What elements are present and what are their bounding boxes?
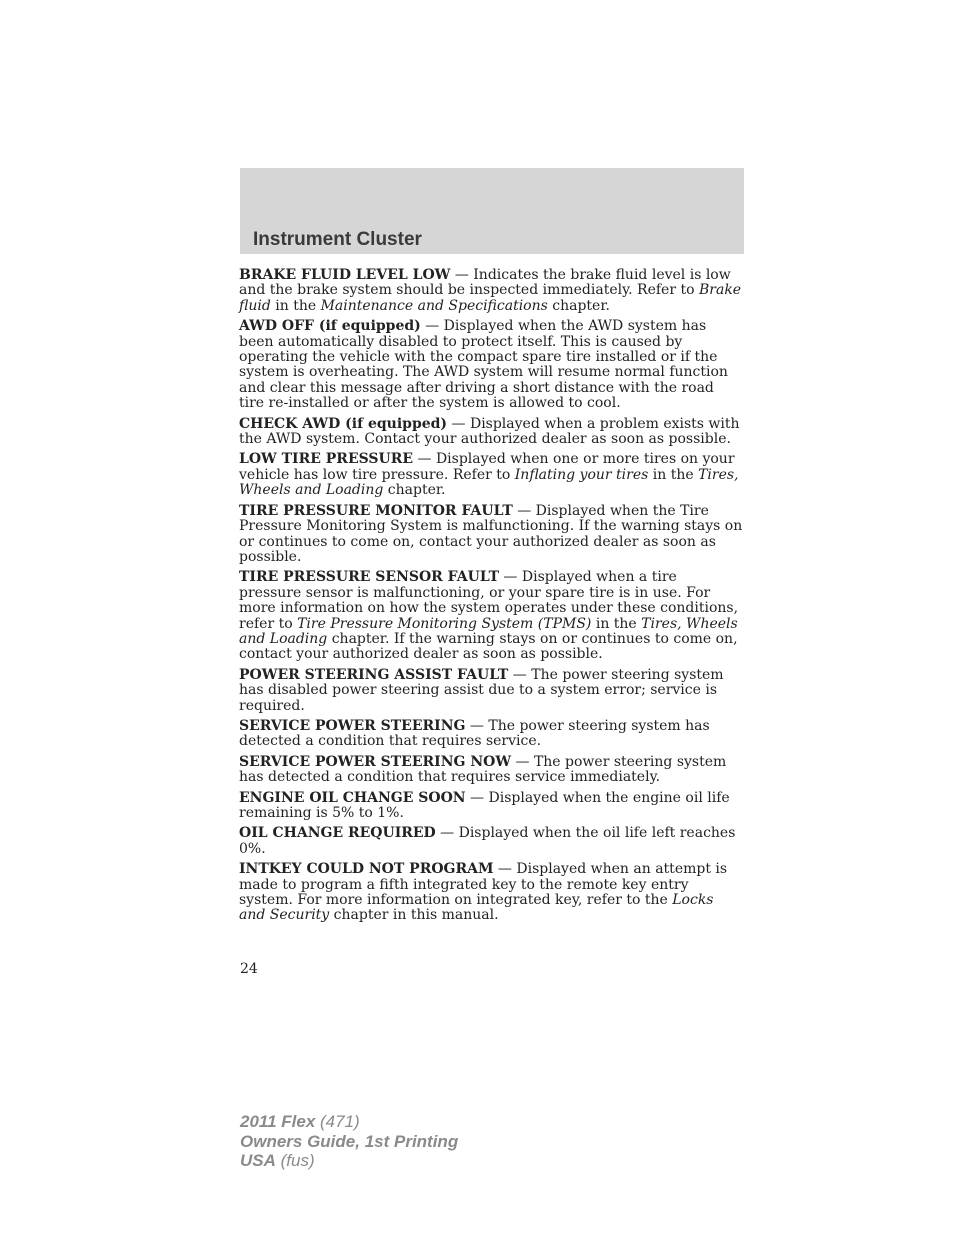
footer-line-guide: Owners Guide, 1st Printing — [240, 1131, 459, 1151]
footer-line-model: 2011 Flex (471) — [240, 1112, 360, 1131]
entry-term: OIL CHANGE REQUIRED — [239, 825, 436, 842]
entry-term: TIRE PRESSURE MONITOR FAULT — [239, 502, 513, 519]
print-footer — [240, 1112, 458, 1171]
entry-engine-oil-change-soon: ENGINE OIL CHANGE SOON — Displayed when the engine oil life remaining is 5% to 1%. — [239, 789, 730, 821]
entry-power-steering-assist-fault: POWER STEERING ASSIST FAULT — The power steering system has disabled power steering assist due to a system error; service is required. — [239, 666, 724, 714]
footer-line-market: USA (fus) — [240, 1151, 315, 1170]
entry-term: ENGINE OIL CHANGE SOON — [239, 789, 466, 806]
entry-term: TIRE PRESSURE SENSOR FAULT — [239, 569, 499, 586]
entry-service-power-steering-now: SERVICE POWER STEERING NOW — The power steering system has detected a condition that requires service immediately. — [239, 753, 727, 786]
entry-term: AWD OFF (if equipped) — [239, 318, 421, 335]
entry-oil-change-required: OIL CHANGE REQUIRED — Displayed when the oil life left reaches 0%. — [239, 825, 736, 857]
section-title: Instrument Cluster — [253, 229, 422, 250]
entry-term: CHECK AWD (if equipped) — [239, 415, 448, 432]
entry-service-power-steering: SERVICE POWER STEERING — The power steering system has detected a condition that requires service. — [239, 717, 710, 750]
entry-term: SERVICE POWER STEERING NOW — [239, 753, 512, 770]
entry-awd-off: AWD OFF (if equipped) — Displayed when the AWD system has been automatically disabled to protect itself. This is caused by operating the vehicle with the compact spare tire installed or if the system is overheating. The AWD system will resume normal function and clear this message after driving a short distance with the road tire re-installed or after the system is allowed to cool. — [239, 318, 728, 412]
entry-brake-fluid-level-low: BRAKE FLUID LEVEL LOW — Indicates the brake fluid level is low and the brake system should be inspected immediately. Refer to Brake fluid in the Maintenance and Specifications chapter. — [239, 267, 742, 314]
entry-term: SERVICE POWER STEERING — [239, 717, 466, 734]
entry-term: POWER STEERING ASSIST FAULT — [239, 666, 509, 683]
entry-term: BRAKE FLUID LEVEL LOW — [239, 267, 451, 283]
entry-check-awd: CHECK AWD (if equipped) — Displayed when a problem exists with the AWD system. Contact your authorized dealer as soon as possible. — [239, 415, 740, 448]
entry-tire-pressure-sensor-fault: TIRE PRESSURE SENSOR FAULT — Displayed when a tire pressure sensor is malfunctioning, or your spare tire is in use. For more information on how the system operates under these conditions, refer to Tire Pressure Monitoring System (TPMS) in the Tires, Wheels and Loading chapter. If the warning stays on or continues to come on, contact your authorized dealer as soon as possible. — [239, 569, 739, 663]
page-number: 24 — [240, 961, 258, 977]
entry-term: LOW TIRE PRESSURE — [239, 451, 414, 468]
entry-term: INTKEY COULD NOT PROGRAM — [239, 861, 494, 878]
entry-intkey-could-not-program: INTKEY COULD NOT PROGRAM — Displayed when an attempt is made to program a fifth integrated key to the remote key entry system. For more information on integrated key, refer to the Locks and Security chapter in this manual. — [239, 861, 728, 924]
message-list — [239, 268, 743, 929]
entry-tire-pressure-monitor-fault: TIRE PRESSURE MONITOR FAULT — Displayed when the Tire Pressure Monitoring System is malfunctioning. If the warning stays on or continues to come on, contact your authorized dealer as soon as possible. — [239, 502, 743, 565]
entry-low-tire-pressure: LOW TIRE PRESSURE — Displayed when one or more tires on your vehicle has low tire pressure. Refer to Inflating your tires in the Tires, Wheels and Loading chapter. — [239, 451, 739, 499]
